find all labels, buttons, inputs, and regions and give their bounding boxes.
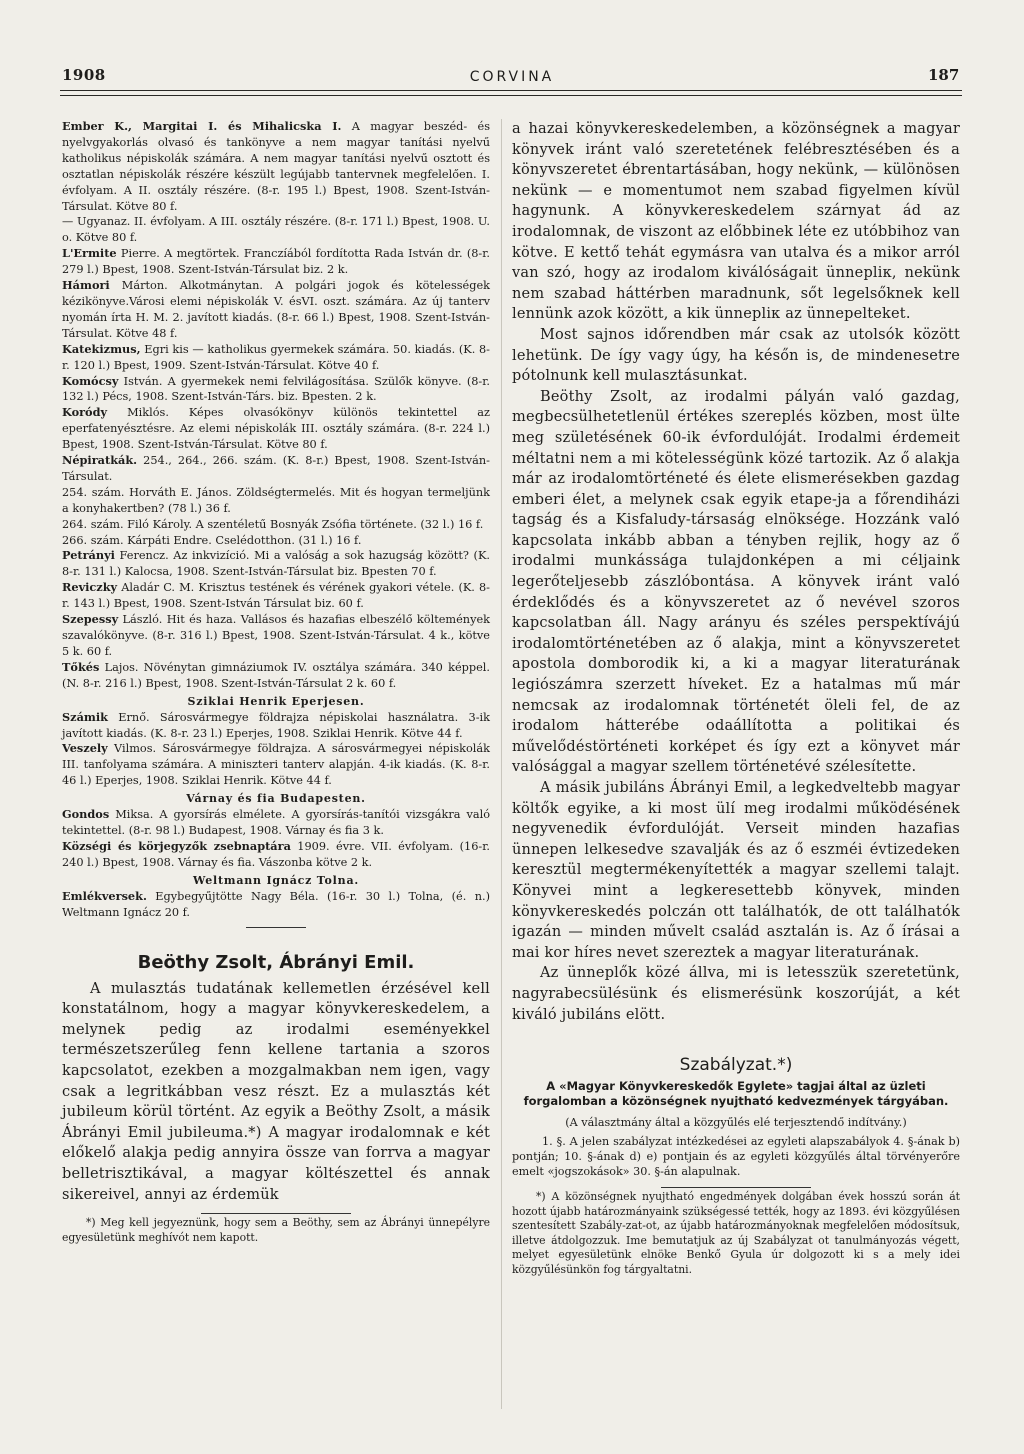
- publisher-heading: Várnay és fia Budapesten.: [186, 792, 366, 806]
- footnote-rule: [201, 1213, 351, 1214]
- book-entry-author: Ember K., Margitai I. és Mihalicska I.: [62, 119, 342, 133]
- right-column: [512, 119, 960, 1277]
- book-entry-text: László. Hit és haza. Vallásos és hazafias elbeszélő költemények szavalókönyve. (8-r. 316 l.) Bpest, 1908. Szent-István-Társulat. 4 k., kötve 5 k. 60 f.: [62, 613, 490, 658]
- header-rule-bottom: [60, 95, 962, 96]
- book-entry: [62, 548, 490, 580]
- article-paragraph: Beöthy Zsolt, az irodalmi pályán való gazdag, megbecsülhetetlenül értékes szereplés közben, most ülte meg születésének 60-ik évfordulóját. Irodalmi érdemeit méltatni nem a mi kötelességünk közé tartozik. Az ő alakja már az irodalomtörténeté és élete elismerésekben gazdag emberi élet, a melynek csak egyik etape-ja a főrendiházi tagság és a Kisfaludy-társaság elnöksége. Hozzánk való kapcsolata inkább abban a tényben rejlik, hogy az ő irodalmi munkássága tulajdonképen a mi céljaink legerőteljesebb zászlóbontása. A könyvek iránt való érdeklődés és a könyvszeretet az ő nevével szoros kapcsolatban áll. Nagy arányu és széles perspektívájú irodalomtörténetében az ő alakja, mint a könyvszeretet apostola domborodik ki, a ki a magyar literaturának legiószámra szerzett híveket. Ez a hatalmas mű már nemcsak az irodalomnak történetét öleli fel, de az irodalom hátterébe odaállította a politikai és művelődéstörténeti korképet és így ezt a könyvet már valósággal a magyar szellem történetévé szélesítette.: [512, 388, 960, 776]
- publisher-heading: Weltmann Ignácz Tolna.: [192, 873, 360, 887]
- book-entry: [62, 741, 490, 789]
- book-entry: [62, 889, 490, 921]
- book-list-1: [62, 119, 490, 692]
- regulation-paragraph: 1. §. A jelen szabályzat intézkedései az egyleti alapszabályok 4. §-ának b) pontján; 10. §-ának d) e) pontjain és az egyleti közgyűlés által törvényerőre emelt «jogszokások» 30. §-án alapulnak.: [512, 1135, 960, 1179]
- publisher-heading: Sziklai Henrik Eperjesen.: [187, 694, 365, 708]
- book-entry-author: Számik: [62, 709, 108, 724]
- book-entry-author: Népiratkák.: [62, 453, 138, 468]
- article-paragraph: Most sajnos időrendben már csak az utolsók között lehetünk. De így vagy úgy, ha későn is, de mindenesetre pótolnunk kell mulasztásunkat.: [512, 326, 960, 385]
- book-entry-text: Pierre. A megtörtek. Franczíából fordította Rada István dr. (8-r. 279 l.) Bpest, 1908. Szent-István-Társulat biz. 2 k.: [62, 247, 490, 277]
- book-entry-text: Lajos. Növénytan gimnáziumok IV. osztálya számára. 340 képpel. (N. 8-r. 216 l.) Bpest, 1908. Szent-István-Társulat 2 k. 60 f.: [62, 660, 490, 690]
- book-entry-author: L'Ermite: [62, 246, 117, 261]
- book-list-2: [62, 710, 490, 790]
- book-entry: [62, 533, 490, 549]
- article-title: Beöthy Zsolt, Ábrányi Emil.: [137, 951, 415, 973]
- book-entry-text: — Ugyanaz. II. évfolyam. A III. osztály részére. (8-r. 171 l.) Bpest, 1908. U. o. Kötve 80 f.: [62, 215, 490, 245]
- book-entry: [62, 119, 490, 214]
- book-entry-text: 266. szám. Kárpáti Endre. Cselédotthon. (31 l.) 16 f.: [62, 533, 362, 547]
- book-entry-text: István. A gyermekek nemi felvilágosítása. Szülők könyve. (8-r. 132 l.) Pécs, 1908. Szent-István-Társ. biz. Bpesten. 2 k.: [62, 374, 490, 404]
- book-entry-author: Szepessy: [62, 612, 119, 627]
- book-entry-text: Vilmos. Sárosvármegye földrajza. A sárosvármegyei népiskolák III. tanfolyama számára. A miniszteri tanterv alapján. 4-ik kiadás. (K. 8-r. 46 l.) Eperjes, 1908. Sziklai Henrik. Kötve 44 f.: [62, 742, 490, 788]
- book-entry: [62, 612, 490, 660]
- book-entry: [62, 580, 490, 612]
- book-entry-text: Miksa. A gyorsírás elmélete. A gyorsírás-tanítói vizsgákra való tekintettel. (8-r. 98 l.) Budapest, 1908. Várnay és fia 3 k.: [62, 808, 490, 838]
- book-entry-author: Községi és körjegyzők zsebnaptára: [62, 838, 291, 853]
- book-entry: [62, 517, 490, 533]
- book-entry: [62, 839, 490, 871]
- book-entry-text: 254., 264., 266. szám. (K. 8-r.) Bpest, 1908. Szent-István-Társulat.: [62, 454, 490, 483]
- book-entry-author: Tőkés: [62, 659, 100, 674]
- book-entry-text: Márton. Alkotmánytan. A polgári jogok és kötelességek kézikönyve.Városi elemi népiskolák V. ésVI. oszt. számára. Az új tanterv nyomán írta H. M. 2. javított kiadás. (8-r. 66 l.) Bpest, 1908. Szent-István-Társulat. Kötve 48 f.: [62, 279, 490, 340]
- regulation-note: (A választmány által a közgyűlés elé terjesztendő indítvány.): [565, 1116, 907, 1130]
- book-entry-author: Petrányi: [62, 548, 115, 563]
- book-entry-author: Gondos: [62, 807, 110, 822]
- book-entry: [62, 710, 490, 742]
- footnote-rule: [661, 1187, 811, 1188]
- book-entry: [62, 278, 490, 342]
- book-entry-author: Reviczky: [62, 580, 118, 595]
- column-divider: [501, 119, 502, 1409]
- book-entry: [62, 246, 490, 278]
- journal-title: CORVINA: [469, 69, 555, 85]
- book-entry: [62, 807, 490, 839]
- regulation-footnote: *) A közönségnek nyujtható engedmények dolgában évek hosszú során át hozott újabb határozmányaink szükségessé tették, hogy az 1893. évi közgyűlésen szentesített Szabály-zat-ot, az újabb határozmányoknak megfelelően módosítsuk, illetve átdolgozzuk. Ime bemutatjuk az új Szabályzat ot tanulmányozás végett, melyet egyesületünk elnöke Benkő Gyula úr dolgozott ki s a mely idei közgyűlésünkön fog tárgyaltatni.: [512, 1190, 960, 1276]
- book-entry-author: Veszely: [62, 741, 108, 756]
- book-entry: [62, 214, 490, 246]
- book-entry-author: Emlékversek.: [62, 888, 147, 903]
- book-entry-text: Ernő. Sárosvármegye földrajza népiskolai használatra. 3-ik javított kiadás. (K. 8-r. 23 l.) Eperjes, 1908. Sziklai Henrik. Kötve 44 f.: [62, 710, 490, 740]
- book-entry: [62, 660, 490, 692]
- article-paragraph: a hazai könyvkereskedelemben, a közönségnek a magyar könyvek iránt való szeretetének felébresztésében és a könyvszeretet ébrentartásában, hogy nekünk, — különösen nekünk — e momentumot nem szabad figyelmen kívül hagynunk. A könyvkereskedelem szárnyat ád az irodalomnak, de viszont az előbbinek léte ez utóbbihoz van kötve. E kettő tehát egymásra van utalva és a mikor arról van szó, hogy az irodalom kiválóságait ünnepliк, nekünk nem szabad háttérben maradnunk, sőt legelsőknek kell lennünk azok között, a kik ünnepliк az ünnepelteket.: [512, 121, 960, 323]
- regulation-title: Szabályzat.*): [679, 1055, 793, 1076]
- book-entry: [62, 485, 490, 517]
- book-entry-text: 1909. évre. VII. évfolyam. (16-r. 240 l.) Bpest, 1908. Várnay és fia. Vászonba kötve 2 k.: [62, 839, 490, 869]
- article-paragraph: Az ünneplők közé állva, mi is letesszük szeretetünk, nagyrabecsülésünk és elismerésünk koszorúját, a két kiváló jubiláns elött.: [512, 965, 960, 1023]
- page-year: 1908: [62, 66, 106, 84]
- book-entry-text: 264. szám. Filó Károly. A szentéletű Bosnyák Zsófia története. (32 l.) 16 f.: [62, 517, 484, 531]
- section-separator: [246, 927, 306, 928]
- regulation-subtitle: A «Magyar Könyvkereskedők Egylete» tagjai által az üzleti forgalomban a közönségnek nyujtható kedvezmények tárgyában.: [523, 1079, 949, 1109]
- page-number: 187: [928, 66, 960, 84]
- left-column: [62, 119, 490, 1245]
- book-entry-text: 254. szám. Horváth E. János. Zöldségtermelés. Mit és hogyan termeljünk a konyhakertben? (78 l.) 36 f.: [62, 485, 490, 515]
- book-entry-text: Miklós. Képes olvasókönyv különös tekintettel az eperfatenyésztésre. Az elemi népiskolák III. osztály számára. (8-r. 224 l.) Bpest, 1908. Szent-István-Társulat. Kötve 80 f.: [62, 406, 490, 452]
- book-entry-author: Koródy: [62, 405, 108, 420]
- book-list-4: [62, 889, 490, 921]
- book-list-3: [62, 807, 490, 871]
- header-rule-top: [60, 90, 962, 91]
- book-entry-text: Aladár C. M. Krisztus testének és vérének gyakori vétele. (K. 8-r. 143 l.) Bpest, 1908. Szent-István Társulat biz. 60 f.: [62, 581, 490, 611]
- book-entry: [62, 453, 490, 485]
- book-entry-author: Katekizmus,: [62, 341, 141, 356]
- article-footnote: *) Meg kell jegyeznünk, hogy sem a Beöthy, sem az Ábrányi ünnepélyre egyesületünk meghívót nem kapott.: [62, 1216, 490, 1244]
- book-entry-text: Ferencz. Az inkvizíció. Mi a valóság a sok hazugság között? (K. 8-r. 131 l.) Kalocsa, 1908. Szent-István-Társulat biz. Bpesten 70 f.: [62, 549, 490, 579]
- book-entry: [62, 405, 490, 453]
- book-entry: [62, 374, 490, 406]
- article-paragraph: A mulasztás tudatának kellemetlen érzésével kell konstatálnom, hogy a magyar könyvkereskedelem, a melynek pedig az irodalmi eseményekkel természetszerűleg fenn kellene tartania a szoros kapcsolatot, ezekben a mozgalmakban nem igen, vagy csak a legritkábban vesz részt. Ez a mulasztás két jubileum körül történt. Az egyik a Beöthy Zsolt, a másik Ábrányi Emil jubileuma.*) A magyar irodalomnak e két előkelő alakja pedig annyira össze van forrva a magyar belletrisztikával, a magyar költészettel és annak sikereivel, annyi az érdemük: [62, 980, 490, 1203]
- book-entry-author: Hámori: [62, 278, 110, 293]
- book-entry: [62, 342, 490, 374]
- book-entry-text: Egri kis — katholikus gyermekek számára. 50. kiadás. (K. 8-r. 120 l.) Bpest, 1909. Szent-István-Társulat. Kötve 40 f.: [62, 342, 490, 372]
- book-entry-text: A magyar beszéd- és nyelvgyakorlás olvasó és tankönyve a nem magyar tanítási nyelvű katholikus népiskolák számára. A nem magyar tanítási nyelvű osztott és osztatlan népiskolák részére készült legújabb tantervnek megfelelően. I. évfolyam. A II. osztály részére. (8-r. 195 l.) Bpest, 1908. Szent-István-Társulat. Kötve 80 f.: [62, 120, 490, 213]
- article-paragraph: A másik jubiláns Ábrányi Emil, a legkedveltebb magyar költők egyike, a ki most ülí meg irodalmi működésének negyvenedik évfordulóját. Verseit minden hazafias ünnepen lelkesedve szavalják és az ő eszméi évtizedeken keresztül megtermékenyítették a magyar szellemi talajt. Könyvei mint a legkeresettebb könyvek, minden könyvkereskedés polczán ott találhatók, de ott találhatók igazán — minden művelt család asztalán is. Az ő írásai a mai kor híres nevet szereztek a magyar literaturának.: [512, 780, 960, 961]
- book-entry-author: Komócsy: [62, 373, 119, 388]
- book-entry-text: Egybegyűjtötte Nagy Béla. (16-r. 30 l.) Tolna, (é. n.) Weltmann Ignácz 20 f.: [62, 889, 490, 919]
